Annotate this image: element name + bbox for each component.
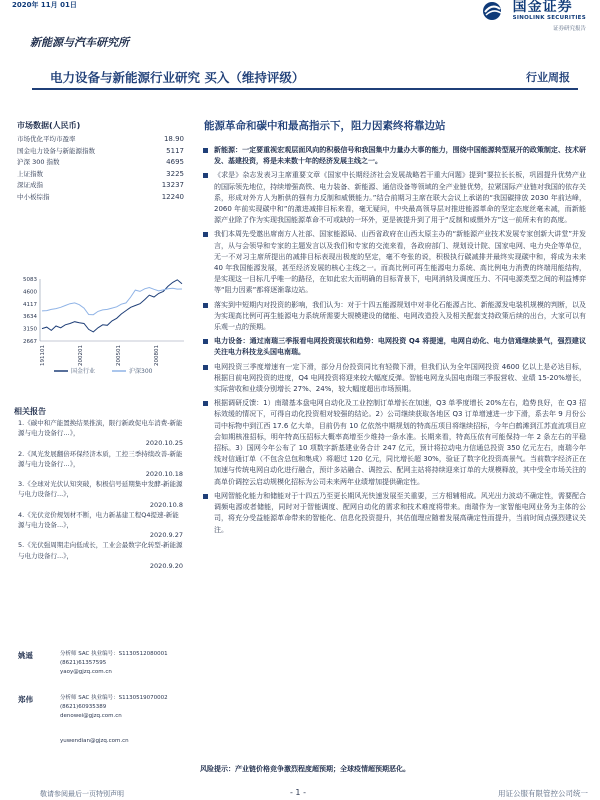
market-data-value: 18.90 [163,135,184,143]
paragraph [200,398,586,488]
analyst-name: 姚遥 [18,651,33,660]
paragraph-bold: 新能源：一定要重视宏观层面风向的积极信号和我国集中力量办大事的能力，围绕中国能源转型展开的政策制定、技术研发、基建投资，将是未来数十年的经济发展主线之一。 [214,146,586,166]
related-report-date: 2020.9.27 [149,531,183,540]
footer-right: 用证公服有限管控公司统一 [498,789,588,798]
market-data-table [14,134,190,203]
bullet-square-icon [203,148,208,153]
brand-subtitle: 证券研究报告 [552,26,586,32]
bullet-square-icon [203,339,208,344]
paragraph [200,336,586,358]
sinolink-logo-icon [481,0,509,22]
bullet-square-icon [203,401,208,406]
bullet-square-icon [203,494,208,499]
paragraph [200,229,586,296]
analyst-contact [60,694,168,721]
market-data-label: 中小板综指 [17,192,50,201]
series-line-沪深300 [42,288,182,315]
analyst-block [14,650,190,744]
paragraph [200,300,586,334]
related-report-item[interactable] [18,510,183,541]
institute-name: 新能源与汽车研究所 [30,36,129,49]
paragraph-bold: 电力设备：通过南瑞三季报看电网投资现状和趋势：电网投资 Q4 将提速，电网自动化、电力信通继续景气，强烈建议关注电力科技龙头国电南瑞。 [214,337,586,357]
related-reports-heading: 相关报告 [14,407,46,416]
report-title: 电力设备与新能源行业研究 买入（维持评级） [50,70,305,85]
related-report-title: 4.《光伏竞价规划材不断，电力新基建工程Q4提速-新能源与电力设备...》， [18,510,179,530]
market-data-value: 13237 [161,181,184,189]
related-report-date: 2020.10.18 [145,470,183,479]
related-report-title: 3.《全球对光伏认知突破，积极信号延期集中发酵-新能源与电力设备行...》， [18,480,183,499]
risk-warning [200,764,410,774]
series-line-国金行业 [42,280,182,332]
market-data-row [14,157,190,169]
bullet-square-icon [203,365,208,370]
x-tick-label: 200201 [78,345,84,366]
brand-name-cn: 国金证券 [512,0,573,15]
analyst-contact [60,650,168,677]
bullet-square-icon [203,232,208,237]
main-paragraphs [200,145,586,536]
paragraph-text: 《求是》杂志发表习主席重要文章《国家中长期经济社会发展战略若干重大问题》提到“要拉长长板，巩固提升优势产业的国际领先地位，持续增强高铁、电力装备、新能源、通信设备等领域的全产业链优势，拉紧国际产业链对我国的依存关系，形成对外方人为断供的强有力反制和威慑能力。”结合前期习主席在联大会议上承诺的“我国碳排放 2030 年前达峰，2060 年前实现碳中和”的激进减排目标来看，毫无疑问，中央最高领导层对推进能源革命的坚定态度丝毫未减，而新能源产业除了作为实现我国能源革命不可或缺的一环外，更是被提升到了用于“反制和威慑外方”这一前所未有的高度。 [214,171,586,225]
related-report-item[interactable] [18,479,183,510]
related-report-item[interactable] [18,540,183,571]
market-data-label: 深证成指 [17,181,43,189]
market-data-value: 3225 [166,169,184,178]
y-tick-label: 4117 [23,301,37,308]
paragraph-text: 我们本周先受邀出席南方人社部、国家能源局、山西省政府在山西太原主办的“新能源产业技术发展专家创新大讲堂”并发言，从与会领导和专家的主题发言以及我们和专家的交流来看，各政府部门、规划设计院、国家电网、电力央企等单位，无一不对习主席所提出的减排目标表现出极度的坚定，毫不夸张的说，积极执行碳减排并最终实现碳中和，将成为未来 40 年我国能源发展，甚至经济发展的核心主线之一。而高比例可再生能源电力系统、高比例电力消费的终端用能结构，是实现这一目标几乎唯一的路径，在如此宏大而明确的目标背景下，电网消纳及调度压力、不同电源类型之间的利益博弈等“阻力因素”都将逐渐靠边站。 [214,230,586,295]
market-data-label: 沪深 300 指数 [17,158,60,166]
analyst-row [14,650,190,694]
report-type: 行业周报 [526,71,570,84]
analyst-name: 郑伟 [18,695,33,704]
y-tick-label: 3150 [23,326,37,333]
related-report-date: 2020.10.8 [149,500,183,509]
market-data-row [14,169,190,181]
main-content [200,118,586,539]
market-data-heading: 市场数据(人民币) [17,121,81,130]
page-number: - 1 - [290,788,306,797]
market-data-label: 上证指数 [17,169,43,178]
analyst-email[interactable]: yaoy@gjzq.com.cn [60,669,112,675]
x-tick-label: 200801 [154,345,160,366]
footer-disclaimer: 敬请参阅最后一页特别声明 [40,790,124,798]
analyst-row [14,694,190,738]
footer [0,786,600,800]
related-report-date: 2020.9.20 [149,561,183,570]
bullet-square-icon [203,173,208,178]
analyst-info: 分析师 SAC 执业编号：S1130512080001 [60,651,168,657]
related-report-title: 1.《碳中和产能置换结果推演，限行新政促电车消费-新能源与电力设备行...》， [18,419,183,438]
paragraph-text: 电网投资三季度增速有一定下滑，部分月份投资同比有轻微下滑，但我们认为全年国网投资 4600 亿以上是必达目标，根据目前电网投资的进度，Q4 电网投资将迎来较大幅度反弹。智能电网龙头国电南瑞三季报营收、业绩 15-20%增长，实际营收和业绩分别增长 27%、24%，较大幅度超出市场预期。 [214,362,586,394]
paragraph-text: 落实到中短期内对投资的影响，我们认为：对于十四五能源规划中对非化石能源占比、新能源发电装机规模的判断，以及为实现高比例可再生能源电力系统所需要大规模建设的储能、电网改造投入及相关配套支持政策后续的出台，大家可以有乐观一点的预期。 [214,300,586,332]
market-data-row [14,192,190,204]
market-data-label: 国金电力设备与新能源指数 [17,146,95,155]
x-tick-label: 200501 [116,345,122,366]
market-data-label: 市场优化平均市盈率 [17,135,76,143]
market-data-value: 12240 [161,192,184,201]
market-data-value: 4695 [166,158,184,166]
related-report-title: 2.《风光发展翻倍环保经济本质，工控三季持续改善-新能源与电力设备行...》， [18,449,183,468]
brand-name-en: SINOLINK SECURITIES [512,15,586,21]
related-report-item[interactable] [18,449,183,480]
sidebar [14,120,190,375]
y-tick-label: 4600 [23,289,37,296]
paragraph-text: 根据调研反馈：1）南瑞基本盘电网自动化及工业控制订单增长在加速，Q3 单季度增长 20%左右，趋势良好，在 Q3 招标效缓的情况下，可得自动化投资相对较强的结论。2）公司继续获取各地区 Q3 订单增速进一步下滑，系去年 9 月份公司中标物中到江西 17.6 亿大单，目前仍有 10 亿依然中期规划的特高压项目将继续招标，今年白鹤滩到江苏直流项目应会如期核准招标，明年特高压招标大概率高增至少维持一条水准。长期来看，特高压依有可能保持一年 2 条左右的平稳招标。3）国网今年公布了 10 项数字新基建业务合计 247 亿元，预计将拉动电力信通总投资 350 亿元左右，南瑞今年线对信通订单（不包含总包和集成）将超过 120 亿元，同比增长超 30%，验证了数字化投资高景气。当前数字经济正在加速与传统电网自动化进行融合，预计多站融合、调控云、配网主站将持续迎来订单的大规模释放，其中受全市场关注的高单价调控云启动规模化招标为公司未来两年业绩增加提供确定性。 [214,399,586,486]
extra-email[interactable]: yuwendian@gjzq.com.cn [60,738,129,744]
market-data-row [14,134,190,146]
market-data-value: 5117 [166,146,184,155]
paragraph-text: 电网智能化能力和储能对于十四五乃至更长期风光快速发展至关重要，三方相辅相成。风光出力波动不确定性，需要配合调频电源或者储能，同时对于智能调度、配网自动化的需求和技术难度将带来。南瑞作为一家智能电网业务为主体的公司，将充分受益能源革命带来的智能化、信息化投资提升，其估值理应随着发展高确定性而提升，当前时间点强烈建议关注。 [214,491,586,534]
market-data-row [14,146,190,158]
analyst-email[interactable]: denowei@gjzq.com.cn [60,713,122,719]
legend-label: 沪深300 [129,368,153,375]
y-tick-label: 5083 [23,277,37,283]
bullet-square-icon [203,303,208,308]
paragraph [200,145,586,167]
report-date: 2020年 11月 01日 [12,1,77,9]
related-report-date: 2020.10.25 [145,439,183,448]
related-report-title: 5.《光伏强周期走向低成长，工业会最数字化转型-新能源与电力设备行...》， [18,541,183,560]
paragraph [200,491,586,536]
paragraph [200,362,586,396]
main-title: 能源革命和碳中和最高指示下，阻力因素终将靠边站 [204,120,446,132]
y-tick-label: 2667 [23,339,37,345]
market-data-row [14,180,190,192]
y-tick-label: 3634 [23,314,37,321]
brand [481,0,586,22]
risk-text: 风险提示：产业链价格竞争激烈程度超预期；全球疫情超预期恶化。 [200,765,410,773]
paragraph [200,170,586,226]
report-title-bar [32,64,578,90]
related-reports-list [18,418,183,571]
legend-label: 国金行业 [71,368,96,375]
analyst-info: (8621)61357595 [60,660,107,666]
related-report-item[interactable] [18,418,183,449]
analyst-info: (8621)60935389 [60,704,107,710]
x-tick-label: 191101 [40,345,46,366]
analyst-info: 分析师 SAC 执业编号：S1130519070002 [60,695,168,701]
